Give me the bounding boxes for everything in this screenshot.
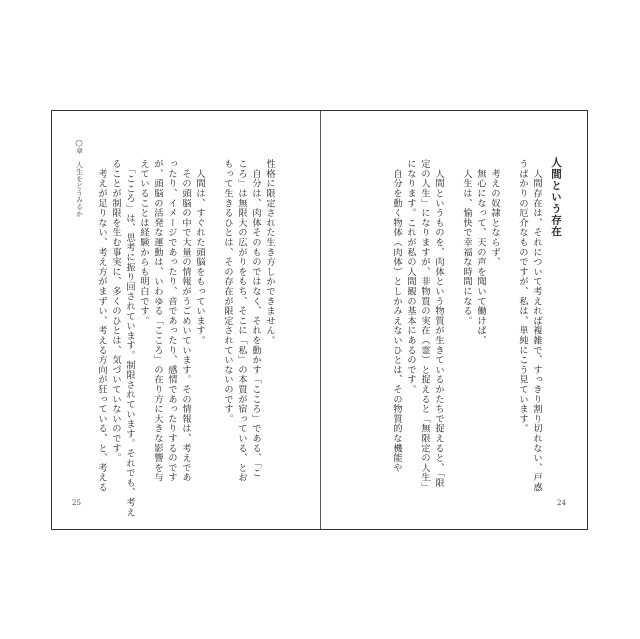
text-column: 無心になって、天の声を聞いて働けば、 — [475, 159, 486, 346]
text-column: 定の人生」になりますが、非物質の実在（霊）と捉えると「無限定の人生」 — [419, 159, 430, 493]
page-number: 24 — [557, 499, 566, 507]
text-column: 人生は、愉快で幸福な時間になる。 — [461, 159, 472, 326]
text-column: えていることは経験からも明白です。 — [138, 159, 149, 326]
page-number: 25 — [72, 499, 81, 507]
book-spread — [51, 110, 588, 530]
section-title: 人間という存在 — [550, 157, 562, 238]
text-column: ったり、イメージであったり、音であったり、感情であったりするのです — [166, 159, 177, 483]
text-column: もって生きるひとは、その存在が限定されていないのです。 — [222, 159, 233, 424]
text-column: が、頭脳の活発な運動は、いわゆる「こころ」の在り方に大きな影響を与 — [152, 159, 163, 483]
text-column: 人間というものを、肉体という物質が生きているかたちで捉えると、「限 — [433, 159, 444, 488]
text-column: 考えが足りない、考え方がまずい、考える方向が狂っている、と、考える — [96, 159, 107, 493]
right-page — [321, 111, 587, 529]
text-column: 自分を動く物体（肉体）としかみえないひとは、その物質的な機能や — [391, 159, 402, 473]
running-head: ◯章 人生をどうみるか — [75, 139, 83, 218]
text-column: 人間存在は、それについて考えれば複雑で、すっきり割り切れない、戸惑 — [531, 159, 542, 493]
text-column: ることが制限を生む事実に、多くのひとは、気づいていないのです。 — [110, 159, 121, 463]
text-column: その頭脳の中で大量の情報がうごめいています。その情報は、考えであ — [180, 159, 191, 483]
text-column: ころ」は無限大の広がりをもち、そこに「私」の本質が宿っている、とお — [236, 159, 247, 483]
text-column: 「こころ」は、思考に振り回されています。制限されています。それでも、考え — [124, 159, 135, 517]
text-column: になります。これが私の人間観の基本にあるのです。 — [405, 159, 416, 395]
text-column: 性格に限定された生き方しかできません。 — [264, 159, 275, 346]
text-column: うばかりの厄介なものですが、私は、単純にこう見ています。 — [517, 159, 528, 434]
left-page — [52, 111, 320, 529]
text-column: 人間は、すぐれた頭脳をもっています。 — [194, 159, 205, 346]
text-column: 自分は、肉体そのものではなく、それを動かす「こころ」である、「こ — [250, 159, 261, 478]
text-column: 考えの奴隷とならず、 — [489, 159, 500, 267]
